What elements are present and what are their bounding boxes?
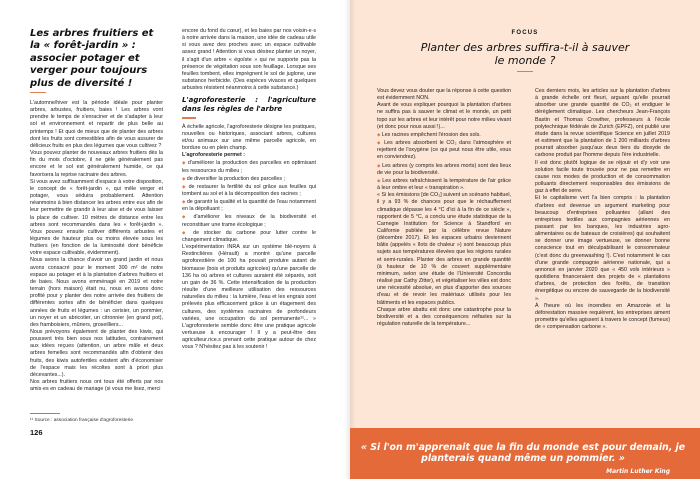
paragraph: Vous devez vous douter que la réponse à cette question est évidemment NON. xyxy=(377,88,511,102)
title-divider xyxy=(30,92,46,93)
paragraph: Nous avons la chance d'avoir un grand jardin et nous avons consacré pour le moment 300 m² de notre espace au potager et à la plantation d'arbres fruitiers et de baies. Nous avons emménagé en 2019 et notre terrain (hors maison) était nu, nous en avons donc profité pour y planter des notre arrivée des fruitiers de différentes sortes afin de bénéficier dans quelques années de fruits et légumes : un cerisier, un pommier, un noyer et un abricotier, un citronnier (en grand pot), des framboisiers, mûriers, groseilliers... xyxy=(30,257,163,328)
paragraph: Nos arbres fruitiers nous ont tous été offerts par nos amis·es en cadeau de mariage (si vous me lisez, merci xyxy=(30,379,163,393)
paragraph: encore du fond du cœur), et les baies par nos voisin·e·s à notre arrivée dans la maison, une idée de cadeau utile si vous avez des proches avec un espace cultivable assez grand ! Attention si vous désirez planter un noyer, il s'agit d'un arbre « égoïste » qui ne supporte pas la présence de végétation sous son feuillage. Lorsque ses feuilles tombent, elles imprègnent le sol de juglone, une substance herbicide. (Des espèces vivaces et quelques arbustes résistent néanmoins à cette substance.) xyxy=(182,28,316,92)
quote-author: Martin Luther King xyxy=(606,468,670,475)
paragraph: Il est donc plutôt logique de se réjouir et d'y voir une solution facile toute trouvée pour ne pas remettre en cause nos modes de production et de consommation polluants directement responsables des émissions de gaz à effet de serre. xyxy=(535,159,670,195)
paragraph: Si vous avez suffisamment d'espace à votre disposition, le concept de « forêt-jardin », qui mêle verger et potager, vous séduira probablement. Attention néanmoins à bien distancer les arbres entre eux afin de leur permettre de grandir à leur aise et de vous laisser la place de cultiver. 10 mètres de distance entre les arbres sont recommandés dans les « forêt-jardin ». Vous pouvez ensuite cultiver différents arbustes et légumes de hauteur plus ou moins élevée sous les fruitiers (en fonction de la luminosité dont bénéficie votre espace cultivable, évidemment). xyxy=(30,178,163,257)
list-item: ◆ Les arbres (y compris les arbres morts) sont des lieux de vie pour la biodiversité. xyxy=(377,162,511,177)
right-column-2 xyxy=(535,88,670,388)
section-subtitle: L'agroforesterie : l'agriculture dans les règles de l'arbre xyxy=(182,96,316,113)
paragraph: Avant de vous expliquer pourquoi la plantation d'arbres ne suffira pas à sauver le climat et le monde, un petit topo sur les arbres et leur intérêt pour notre milieu vivant (et donc pour nous aussi !)... xyxy=(377,102,511,130)
right-column-1 xyxy=(377,88,511,388)
paragraph: « Si les émissions [de CO₂] suivent un scénario habituel, il y a 93 % de chances pour que le réchauffement climatique dépasse les 4 °C d'ici à la fin de ce siècle », rapportent de 5 °C, a conclu une étude statistique de la Carnegie Institution for Science à Standford en Californie publiée par la célèbre revue Nature (décembre 2017). Et les espaces urbains deviennent bâtis (appelés « îlots de chaleur ») sont beaucoup plus sujets aux températures élevées que les régions rurales et semi-rurales. Planter des arbres en grande quantité (à hauteur de 10 % de couvert supplémentaire minimum, selon une étude de l'Université Concordia réalisé par Cathy Zitter), et végétaliser les villes est donc une nécessité absolue, en plus d'apporter des sources d'eau et de revoir les matériaux utilisés pour les bâtiments et les espaces publics. xyxy=(377,192,511,306)
paragraph: Et le capitalisme vert l'a bien compris : la plantation d'arbres est devenue un argument marketing pour beaucoup d'entreprises polluantes (allant des entreprises textiles aux compagnies aériennes en passant par les banques, les industries agro-alimentaires ou de bateaux de croisières) qui souhaitent se donner une image vertueuse, se donner bonne conscience tout en déculpabilisant le consommateur (c'est donc du greenwashing !). C'est notamment le cas d'une grande compagnie aérienne nationale, qui a annoncé en janvier 2020 que « 450 vols intérieurs » quotidiens financeraient des projets de « plantations d'arbres, de protection des forêts, de transition énergétique ou encore de sauvegarde de la biodiversité ». xyxy=(535,195,670,302)
left-column-1 xyxy=(30,100,163,422)
focus-title: Planter des arbres suffira-t-il à sauver le monde ? xyxy=(420,41,630,67)
list-item: ◆ Les arbres absorbent le CO₂ dans l'atmosphère et rejettent de l'oxygène (ce qui peut nous être utile, vous en conviendrez). xyxy=(377,139,511,161)
paragraph: L'expérimentation INRA sur un système blé-noyers à Restinclières (Hérault) a montré qu'une parcelle agroforestière de 100 ha pouvait produire autant de biomasse (bois et produits agricoles) qu'une parcelle de 136 ha où arbres et cultures auraient été séparés, soit un gain de 36 %. Cette intensification de la production résulte d'une meilleure utilisation des ressources naturelles du milieu : la lumière, l'eau et les engrais sont prélevés plus efficacement grâce à un étagement des cultures, des systèmes racinaires de profondeurs variées, une occupation du sol permanente¹¹... » L'agroforesterie semble donc être une pratique agricole vertueuse à encourager ! Il y a peut-être des agriculteur.rice.s prenant cette pratique autour de chez vous ? N'hésitez pas à les soutenir ! xyxy=(182,244,316,351)
paragraph: Nous prévoyons également de planter des kiwis, qui poussent très bien sous nos latitudes, contrairement aux idées reçues (attention, un arbre mâle et deux arbres femelles sont recommandés afin d'obtenir des fruits, des kiwis autofertiles existent afin d'économiser de l'espace mais les récoltes sont à priori plus décevantes...). xyxy=(30,329,163,378)
focus-label: FOCUS xyxy=(511,30,539,36)
list-item: ◆ Les racines empêchent l'érosion des sols. xyxy=(377,131,511,139)
list-item: ◆ d'améliorer les niveaux de la biodiversité et reconstituer une trame écologique ; xyxy=(182,213,316,228)
paragraph: Chaque arbre abattu est donc une catastrophe pour la biodiversité et a des conséquences néfastes sur la régulation naturelle de la température... xyxy=(377,306,511,327)
subtitle-divider xyxy=(182,117,196,118)
paragraph: À échelle agricole, l'agroforesterie désigne les pratiques, nouvelles ou historiques, associant arbres, cultures et/ou animaux sur une même parcelle agricole, en bordure ou en plein champ. xyxy=(182,123,316,152)
left-column-2 xyxy=(182,28,316,413)
paragraph: À l'heure où les incendies en Amazonie et la déforestation massive requièrent, les entreprises aiment promettre qu'elles agissent à travers le concept (fumeux) de « compensation carbone ». xyxy=(535,302,670,331)
benefits-heading: L'agroforesterie permet : xyxy=(182,152,246,159)
list-item: ◆ de restaurer la fertilité du sol grâce aux feuilles qui tombent au sol et à la décomposition des racines ; xyxy=(182,183,316,198)
list-item: ◆ d'améliorer la production des parcelles en optimisant les ressources du milieu ; xyxy=(182,159,316,174)
list-item: ◆ Les arbres rafraîchissent la température de l'air grâce à leur ombre et leur « transpiration ». xyxy=(377,177,511,192)
list-item: ◆ de stocker du carbone pour lutter contre le changement climatique. xyxy=(182,229,316,244)
footnote-divider xyxy=(30,413,60,414)
paragraph: Ces derniers mois, les articles sur la plantation d'arbres à grande échelle ont fleuri, arguant qu'elle pourrait absorber une grande quantité de CO₂ et endiguer le dérèglement climatique. Les chercheurs Jean-François Bastin et Thomas Crowther, professeurs à l'école polytechnique fédérale de Zurich (EPFZ), ont publié une étude dans la revue scientifique Science en juillet 2019 et estiment que la plantation de 1 200 milliards d'arbres pourrait absorber jusqu'aux deux tiers du dioxyde de carbone produit par l'homme depuis l'ère industrielle. xyxy=(535,88,670,159)
paragraph: L'automne/hiver est la période idéale pour planter arbres, arbustes, fruitiers, baies ! Les arbres vont prendre le temps de s'enraciner et de s'adapter à leur sol et environnement et repartir de plus belle au printemps ! Et quoi de mieux que de planter des arbres dont les fruits sont comestibles afin de vous assurer de délicieux fruits en plus des légumes que vous cultivez ? xyxy=(30,100,163,149)
list-item: ◆ de garantir la qualité et la quantité de l'eau notamment en la dépolluant ; xyxy=(182,198,316,213)
list-item: ◆ de diversifier la production des parcelles ; xyxy=(182,175,316,183)
title-divider xyxy=(517,71,533,72)
footnote: ¹¹ Source : association française d'agroforesterie xyxy=(30,418,134,423)
pull-quote: « Si l'on m'apprenait que la fin du monde est pour demain, je planterais quand même un pommier. » xyxy=(360,442,686,465)
article-title: Les arbres fruitiers et la « forêt-jardin » : associer potager et verger pour toujours plus de diversité ! xyxy=(30,28,154,89)
book-gutter xyxy=(344,0,356,479)
paragraph: Vous pouvez planter de nouveaux arbres fruitiers dès la fin du mois d'octobre, il ne gèle généralement pas encore et le sol est généralement humide, ce qui favorisera la reprise racinaire des arbres. xyxy=(30,150,163,178)
page-number: 126 xyxy=(30,428,43,437)
